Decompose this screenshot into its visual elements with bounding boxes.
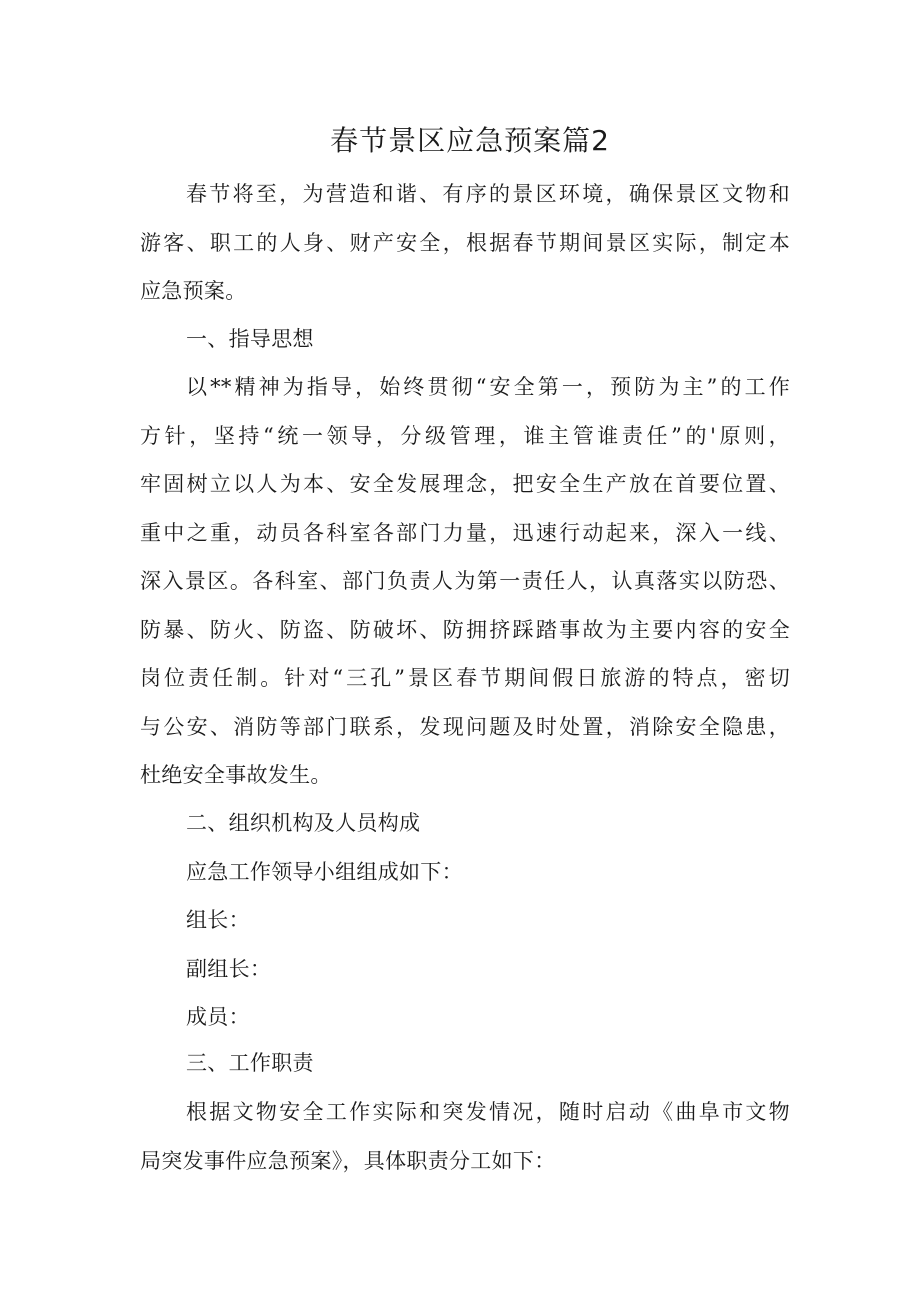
section-3-paragraph: [140, 1088, 800, 1185]
section-3-line-2: 局突发事件应急预案》，具体职责分工如下：: [140, 1148, 556, 1173]
section-1-line-2: 方针，坚持“统一领导，分级管理，谁主管谁责任”的'原则，: [140, 423, 790, 448]
section-1-heading: 一、指导思想: [186, 327, 314, 351]
intro-line-2: 游客、职工的人身、财产安全，根据春节期间景区实际，制定本: [140, 230, 790, 255]
section-3-block: [140, 1039, 800, 1088]
section-1-line-3: 牢固树立以人为本、安全发展理念，把安全生产放在首要位置、: [140, 472, 790, 496]
members-label: 成员：: [186, 1005, 250, 1029]
intro-line-3: 应急预案。: [140, 279, 247, 303]
section-2-intro: 应急工作领导小组组成如下：: [186, 859, 463, 884]
section-1-line-1: 以**精神为指导，始终贯彻“安全第一，预防为主”的工作: [186, 375, 790, 399]
section-1-heading-block: [140, 315, 800, 364]
section-3-line-1: 根据文物安全工作实际和突发情况，随时启动《曲阜市文物: [186, 1100, 790, 1124]
section-1-line-6: 防暴、防火、防盗、防破坏、防拥挤踩踏事故为主要内容的安全: [140, 617, 790, 642]
intro-line-1: 春节将至，为营造和谐、有序的景区环境，确保景区文物和: [186, 182, 790, 206]
intro-paragraph: [140, 170, 800, 316]
section-1-line-4: 重中之重，动员各科室各部门力量，迅速行动起来，深入一线、: [140, 520, 790, 545]
section-1-paragraph: [140, 363, 800, 800]
section-1-line-7: 岗位责任制。针对“三孔”景区春节期间假日旅游的特点，密切: [140, 666, 790, 690]
section-1-line-8: 与公安、消防等部门联系，发现问题及时处置，消除安全隐患，: [140, 714, 790, 739]
section-1-line-5: 深入景区。各科室、部门负责人为第一责任人，认真落实以防恐、: [140, 569, 790, 593]
document-page: [140, 0, 800, 1301]
section-2-heading: 二、组织机构及人员构成: [186, 811, 421, 835]
section-1-line-9: 杜绝安全事故发生。: [140, 763, 332, 787]
document-title: 春节景区应急预案篇2: [330, 124, 610, 157]
section-3-heading: 三、工作职责: [186, 1051, 314, 1075]
deputy-leader-label: 副组长：: [186, 956, 272, 981]
section-2-block: [140, 799, 800, 1042]
leader-label: 组长：: [186, 908, 250, 932]
